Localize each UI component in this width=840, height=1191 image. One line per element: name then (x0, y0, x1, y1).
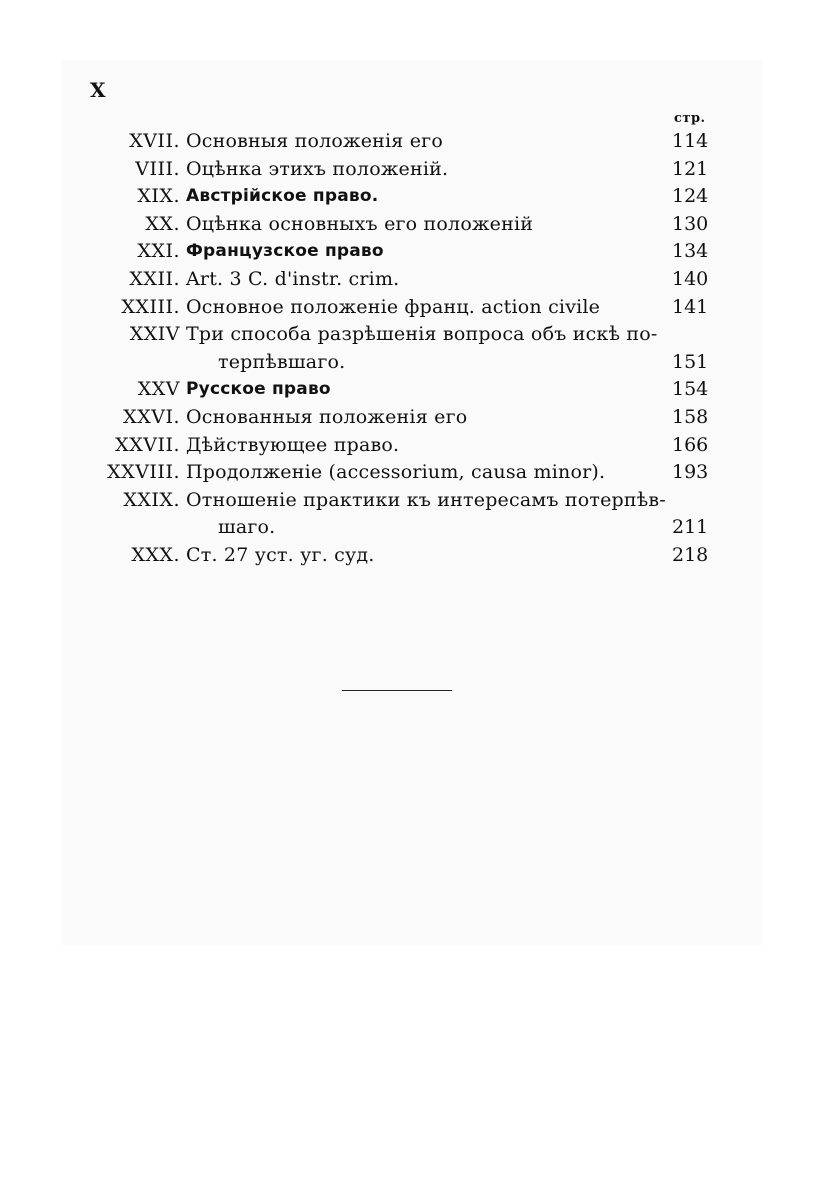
chapter-title: Оцѣнка основныхъ его положеній (186, 212, 534, 235)
page-ref: 193 (672, 461, 709, 484)
chapter-title: Дѣйствующее право. (186, 433, 400, 456)
chapter-title: Три способа разрѣшенія вопроса объ искѣ по- (186, 323, 658, 346)
chapter-number: XVII. (129, 130, 180, 152)
chapter-number: XXII. (129, 267, 180, 290)
page-ref: 151 (672, 350, 709, 373)
page-ref: 124 (672, 185, 709, 208)
chapter-title: Австрійское право. (186, 186, 379, 207)
toc-row (0, 128, 840, 156)
chapter-title: Ст. 27 уст. уг. суд. (186, 543, 375, 566)
page-ref: 121 (672, 157, 709, 180)
chapter-number: XXIX. (123, 488, 180, 511)
chapter-title: Основныя положенія его (186, 130, 443, 152)
chapter-title: Продолженіе (accessorium, causa minor). (186, 461, 606, 484)
page-ref: 141 (672, 295, 709, 318)
toc-row (0, 487, 840, 515)
toc-row (0, 183, 840, 211)
page-ref: 158 (672, 405, 709, 428)
page-number: X (90, 78, 107, 102)
toc-row (0, 542, 840, 570)
toc-row-continuation (0, 349, 840, 377)
chapter-number: XXX. (131, 543, 180, 566)
chapter-title: Русское право (186, 379, 331, 400)
page-ref: 154 (672, 378, 709, 401)
page-ref: 130 (672, 212, 709, 235)
chapter-title: Оцѣнка этихъ положеній. (186, 157, 449, 180)
toc-row (0, 459, 840, 487)
chapter-number: XXI. (137, 240, 180, 263)
chapter-title-continuation: терпѣвшаго. (218, 350, 346, 373)
page-ref: 218 (672, 543, 709, 566)
chapter-number: XX. (145, 212, 180, 235)
table-of-contents (0, 128, 840, 570)
toc-row (0, 238, 840, 266)
toc-row (0, 294, 840, 322)
chapter-number: XXV (137, 378, 180, 401)
chapter-number: XXVIII. (107, 461, 180, 484)
chapter-title: Art. 3 C. d'instr. crim. (186, 267, 400, 290)
chapter-title: Французское право (186, 241, 384, 262)
toc-row (0, 321, 840, 349)
chapter-title: Основанныя положенія его (186, 405, 468, 428)
page-ref: 140 (672, 267, 709, 290)
toc-row (0, 376, 840, 404)
chapter-title: Основное положеніе франц. action civile (186, 295, 601, 318)
page-ref: 166 (672, 433, 709, 456)
toc-row-continuation (0, 514, 840, 542)
chapter-number: XIX. (137, 185, 180, 208)
chapter-title: Отношеніе практики къ интересамъ потерпѣв- (186, 488, 666, 511)
toc-row (0, 211, 840, 239)
toc-row (0, 432, 840, 460)
closing-divider-rule (342, 690, 452, 691)
page-ref: 134 (672, 240, 709, 263)
page-column-header: стр. (674, 111, 706, 126)
chapter-number: VIII. (135, 157, 180, 180)
toc-row (0, 404, 840, 432)
toc-row (0, 266, 840, 294)
chapter-number: XXVII. (115, 433, 180, 456)
chapter-title-continuation: шаго. (218, 516, 276, 539)
page-ref: 211 (672, 516, 709, 539)
chapter-number: XXIV (129, 323, 180, 346)
page-ref: 114 (672, 130, 709, 152)
toc-row (0, 156, 840, 184)
chapter-number: XXIII. (121, 295, 180, 318)
chapter-number: XXVI. (123, 405, 180, 428)
